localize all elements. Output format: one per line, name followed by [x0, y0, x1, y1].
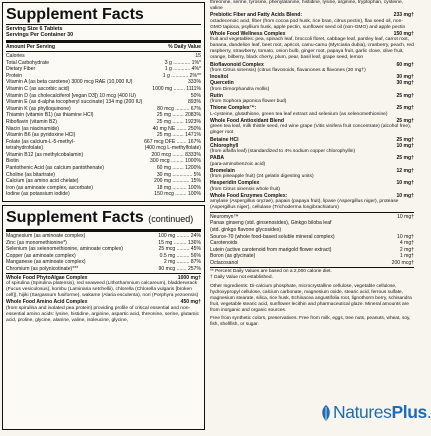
mineral-row: Chromium (as polynicotinate)*** 90 mcg ....... 257%: [6, 265, 201, 272]
nutrient-row: Riboflavin (vitamin B2) 25 mg ........ 1923%: [6, 118, 201, 125]
mineral-row: Magnesium (as aminoate complex) 100 mg ......... 24%: [6, 233, 201, 239]
nutrient-row: Iron (as aminoate complex, ascorbate) 18 mg .......... 100%: [6, 184, 201, 191]
nutrient-row: Vitamin D (as cholecalciferol [vegan D3]) 10 mcg (400 IU) 50%: [6, 92, 201, 99]
footnote: ** Percent Daily Values are based on a 2,000 calorie diet.: [210, 268, 332, 274]
mineral-row: Copper (as aminoate complex) 0.5 mg ......... 56%: [6, 252, 201, 259]
nutrient-row: Calcium (as amino acid chelate) 200 mg ............ 15%: [6, 178, 201, 185]
sub-ingredient-row: (std. ginkgo flavone glycosides): [210, 226, 282, 233]
nutrient-row: Vitamin B6 (as pyridoxine HCl) 25 mg ........ 1471%: [6, 132, 201, 139]
serving-size: Serving Size 6 Tablets: [6, 25, 63, 32]
blend-section: Whole Food PhytoAlgae Complex 1000 mg† of spirulina (Spirulina platensis), red seaweed (Lithothamnium calcareum), bladderwrack (Fucus vesiculosus), kombu (Laminaria setchellii), chlorella (Chlorella vulgaris [broken cell]), hijiki (Sargassum fusiforme), wakame (Alaria esculenta), nori (Porphyra yezoensis): [6, 274, 201, 299]
nutrient-row: Folate (as calcium-L-5-methyl- 667 mcg DFE ....... 167%: [6, 138, 201, 145]
blend-section: Inositol 30 mg†: [210, 74, 414, 81]
mineral-row: Selenium (as selenomethionine, aminoate complex) 25 mcg ......... 45%: [6, 246, 201, 253]
panel3-sections: [210, 12, 414, 211]
free-from-statement: Free from synthetic colors, preservatives. Free from milk, eggs, tree nuts, peanuts, wheat, soy, fish, shellfish, or sugar.: [210, 315, 411, 327]
leaf-logo-icon: [319, 404, 333, 422]
nutrient-row: Dietary Fiber 1 g ............ 4%*: [6, 66, 201, 73]
nutrient-row: Vitamin C (as ascorbic acid) 1000 mg ........ 1111%: [6, 85, 201, 92]
sub-ingredient-row: Source-70 (whole food-based soluble mineral complex) 10 mg†: [210, 233, 414, 240]
nutrient-row: Vitamin B12 (as methylcobalamin) 200 mcg ........ 8333%: [6, 151, 201, 158]
panel2-rows: [6, 233, 201, 273]
nutrient-row: Vitamin E (as d-alpha tocopheryl succinate) 134 mg (200 IU) 893%: [6, 99, 201, 106]
panel1-header: Amount Per Serving % Daily Value: [6, 44, 201, 51]
nutrient-row: Calories 15: [6, 52, 201, 59]
blend-section: Whole Food Wellness Complex 150 mg† fruit and vegetables: pea, spinach leaf, broccoli floret, cabbage leaf, parsley leaf, carrot root, banana, dandelion leaf, beet root, apricot, camu-camu (Myrciaria dubia), cranberry, peach, red raspberry, strawberry, tomato, onion bulb, ginger root, papaya fruit, garlic clove, olive fruit, orange, bilberry, black cherry, plum, pear, basil leaf, grape seed, lemon: [210, 30, 414, 61]
blend-section: Prebiotic Fiber and Fatty Acids Blend: 233 mg† octadecenoic acid, fiber (from cocoa pod husk, rice bran, citrus pectin), flax seed oil, non-GMO tapioca, psyllium husk, apple pectin, sunflower seed oil (non-GMO) and apple pectin: [210, 12, 414, 30]
blend-section: Quercetin 30 mg† (from Dimorphandra mollis): [210, 80, 414, 92]
sub-ingredient-row: Boron (as glycinate) 1 mg†: [210, 253, 414, 260]
blend-section: Bromelain 12 mg† (from pineapple fruit) (24 gelatin digesting units): [210, 167, 414, 180]
panel2-title: Supplement Facts (continued): [6, 209, 194, 226]
right-column: [210, 0, 414, 328]
nutrient-row: Vitamin A (as beta carotene) 3000 mcg RAE (10,000 IU) 333%: [6, 79, 201, 86]
panel1-title: Supplement Facts: [6, 6, 144, 23]
sub-ingredient-row: Carotenoids 4 mg†: [210, 240, 414, 247]
nutrient-row: Iodine (as potassium iodide) 150 mcg ........ 100%: [6, 191, 201, 198]
mineral-row: Zinc (as monomethionine*) 15 mg ......... 136%: [6, 239, 201, 246]
blend-section: Whole Food Enzymes Complex: 10 mg† amylase (Aspergillus oryzae), papain (papaya fruit), lipase (Aspergillus niger), protease (Aspergillus niger), cellulase (Trichoderma longibrachiatum): [210, 192, 414, 211]
nutrient-row: Pantothenic Acid (as calcium pantothenate) 60 mg ........ 1200%: [6, 165, 201, 172]
blend-section: Chlorophyll 10 mg† (from alfalfa leaf) (standardized to 4% sodium copper chlorophyllin): [210, 142, 414, 155]
sub-ingredient-row: Panax ginseng (std. ginsenosides), Ginkgo biloba leaf: [210, 220, 332, 227]
blend-section: Rutin 25 mg† (from Sophora japonica flower bud): [210, 92, 414, 105]
supplement-facts-panel-1: [2, 2, 205, 202]
mineral-row: Manganese (as aminoate complex) 2 mg ......... 87%: [6, 259, 201, 266]
blend-section: Bioflavonoid Complex 60 mg† (from Citrus sinensis) (citrus flavonoids, flavanones & flavones (30 mg†): [210, 61, 414, 73]
blend-section: Hesperidin Complex 10 mg† (from Citrus sinensis whole fruit): [210, 180, 414, 192]
sub-ingredient-row: Neuromyn™ 10 mg†: [210, 213, 414, 220]
nutrient-row: Total Carbohydrate 3 g ............ 1%*: [6, 59, 201, 66]
footnotes: [210, 269, 414, 281]
nutrient-row: Thiamin (vitamin B1) (as thiamine HCl) 25 mg ........ 2083%: [6, 112, 201, 119]
footnote: † Daily Value not established.: [210, 274, 273, 280]
sub-ingredient-row: Octacosanol 200 mcg†: [210, 259, 414, 266]
blend-section: Whole Food Antioxidant Blend 25 mg† green tea leaf, milk thistle seed, red wine grape (Vitis vinifera fruit concentrate) (alcohol free), ginger root: [210, 117, 414, 136]
nutrient-row: Vitamin K (as phylloquinone) 80 mcg .......... 67%: [6, 105, 201, 112]
blend-section: PABA 25 mg† (para-aminobenzoic acid): [210, 155, 414, 167]
panel3-sub-rows: [210, 214, 414, 267]
blend-section: Betaine HCl 25 mg†: [210, 136, 414, 143]
nutrient-row: Protein 1 g ............ 2%**: [6, 72, 201, 79]
nutrient-row: Biotin 300 mcg ......... 1000%: [6, 158, 201, 165]
panel3-intro: threonine, serine, tyrosine, phenylalanine, histidine, lysine, arginine, tryptophan, cysteine, valine: [210, 0, 404, 12]
blend-section: Thione Complex™: 25 mg† L-cysteine, glutathione, green tea leaf extract and selenium (as selenomethionine): [210, 105, 414, 117]
nutrient-row: Niacin (as niacinamide) 40 mg NE ....... 250%: [6, 125, 201, 132]
supplement-facts-panel-2: [2, 205, 205, 430]
nutrient-row: Choline (as bitartrate) 30 mg .............. 5%: [6, 171, 201, 178]
other-ingredients: Other Ingredients: Di-calcium phosphate, microcrystalline cellulose, vegetable cellulose, hydroxypropyl cellulose, calcium carbonate, magnesium oxide, stearic acid, ferrous sulfate, magnesium stearate, silica, rice husk, Echinacea angustifolia root, lignothorm berry, schisandra fruit, vegetable stearic acid, sunflower lecithin and pharmaceutical glaze. Mineral amounts are from inorganic and organic sources.: [210, 283, 412, 313]
panel2-sections: [6, 275, 201, 324]
blend-section: Whole Food Amino Acid Complex 450 mg† (from spirulina and isolated pea protein) providing profile of critical essential and non-essential amino acids: lysine, histidine, arginine, aspartic acid, threonine, serine, glutamic acid, proline, glycine, alanine, valine, isoleucine, glycine,: [6, 299, 201, 324]
left-column: [2, 2, 205, 430]
servings-per-container: Servings Per Container 30: [6, 32, 74, 39]
panel1-rows: [6, 53, 201, 198]
sub-ingredient-row: Lutein (active carotenoid from marigold flower extract) 2 mg†: [210, 246, 414, 253]
nutrient-row: tetrahydrofolate) (400 mcg L-methylfolate): [6, 145, 201, 152]
brand-logo: NaturesPlus.: [333, 402, 431, 422]
